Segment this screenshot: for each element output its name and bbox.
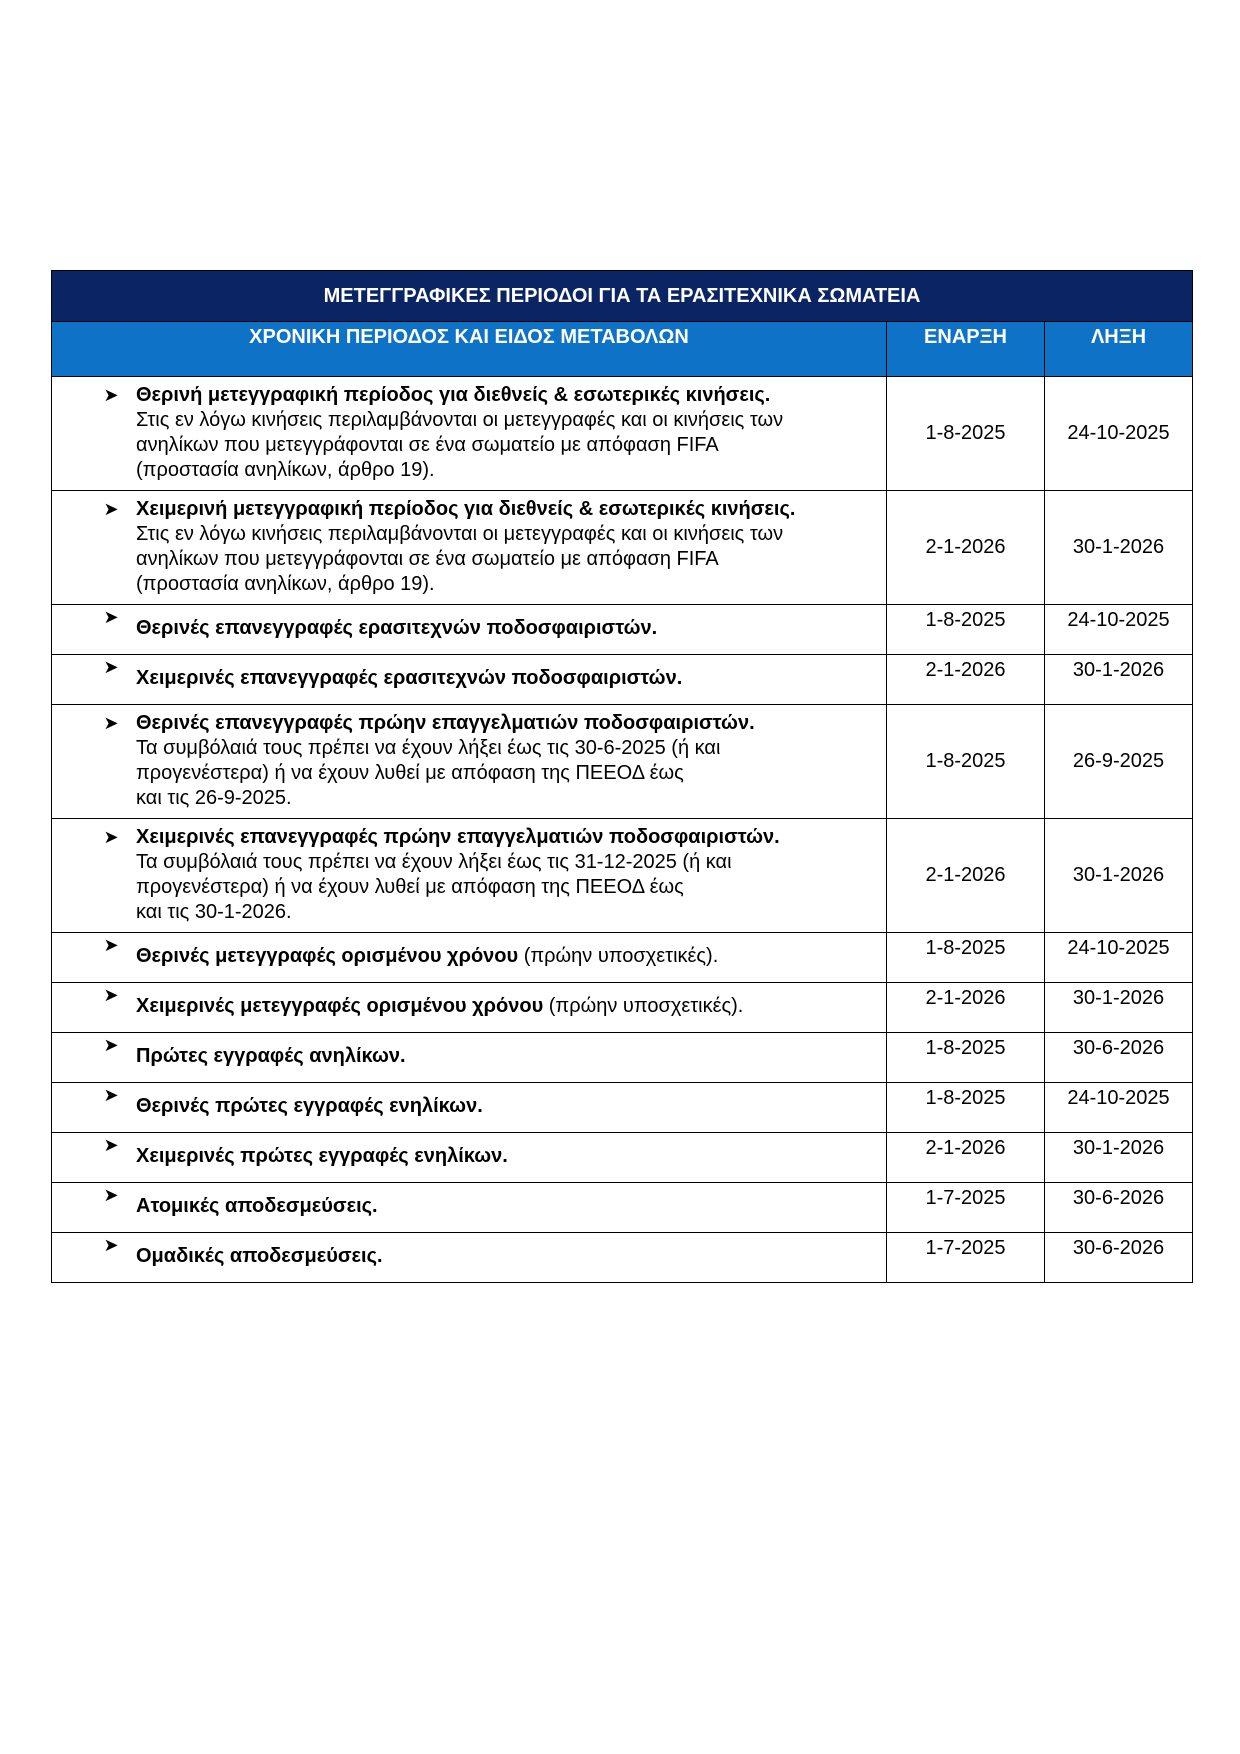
start-date: 1-7-2025 bbox=[887, 1233, 1045, 1283]
description-text: Στις εν λόγω κινήσεις περιλαμβάνονται οι μετεγγραφές και οι κινήσεις των bbox=[136, 409, 784, 431]
row-description-content bbox=[52, 1183, 886, 1219]
start-date: 1-8-2025 bbox=[887, 605, 1045, 655]
row-description-content bbox=[52, 497, 886, 597]
end-date: 24-10-2025 bbox=[1045, 377, 1193, 491]
transfer-periods-table bbox=[51, 270, 1193, 1283]
row-description bbox=[52, 933, 887, 983]
description-line bbox=[136, 825, 878, 850]
description-text: Στις εν λόγω κινήσεις περιλαμβάνονται οι μετεγγραφές και οι κινήσεις των bbox=[136, 523, 784, 545]
row-description bbox=[52, 1083, 887, 1133]
description-line bbox=[136, 736, 878, 761]
description-line bbox=[136, 900, 878, 925]
row-description bbox=[52, 1183, 887, 1233]
description-line bbox=[136, 1044, 878, 1069]
arrow-bullet-icon: ➤ bbox=[103, 499, 119, 519]
end-date: 30-6-2026 bbox=[1045, 1233, 1193, 1283]
description-bold-text: Ομαδικές αποδεσμεύσεις. bbox=[136, 1245, 383, 1267]
table-row bbox=[52, 1233, 1193, 1283]
description-line bbox=[136, 711, 878, 736]
start-date: 1-8-2025 bbox=[887, 1083, 1045, 1133]
description-line bbox=[136, 666, 878, 691]
row-description-content bbox=[52, 605, 886, 641]
description-line bbox=[136, 994, 878, 1019]
header-description: ΧΡΟΝΙΚΗ ΠΕΡΙΟΔΟΣ ΚΑΙ ΕΙΔΟΣ ΜΕΤΑΒΟΛΩΝ bbox=[52, 322, 887, 377]
end-date: 24-10-2025 bbox=[1045, 933, 1193, 983]
row-description bbox=[52, 377, 887, 491]
end-date: 30-1-2026 bbox=[1045, 655, 1193, 705]
description-text: προγενέστερα) ή να έχουν λυθεί με απόφαση της ΠΕΕΟΔ έως bbox=[136, 762, 684, 784]
row-description bbox=[52, 705, 887, 819]
description-bold-text: Θερινή μετεγγραφική περίοδος για διεθνείς & εσωτερικές κινήσεις. bbox=[136, 384, 771, 406]
description-text: ανηλίκων που μετεγγράφονται σε ένα σωματείο με απόφαση FIFA bbox=[136, 548, 719, 570]
description-text: (προστασία ανηλίκων, άρθρο 19). bbox=[136, 573, 435, 595]
start-date: 2-1-2026 bbox=[887, 819, 1045, 933]
start-date: 1-8-2025 bbox=[887, 933, 1045, 983]
row-description bbox=[52, 1033, 887, 1083]
description-line bbox=[136, 1194, 878, 1219]
end-date: 30-1-2026 bbox=[1045, 491, 1193, 605]
row-description bbox=[52, 1133, 887, 1183]
end-date: 30-1-2026 bbox=[1045, 1133, 1193, 1183]
description-text: προγενέστερα) ή να έχουν λυθεί με απόφαση της ΠΕΕΟΔ έως bbox=[136, 876, 684, 898]
row-description-content bbox=[52, 1083, 886, 1119]
end-date: 30-6-2026 bbox=[1045, 1183, 1193, 1233]
table-row bbox=[52, 377, 1193, 491]
row-description-content bbox=[52, 1033, 886, 1069]
table-row bbox=[52, 1083, 1193, 1133]
arrow-bullet-icon: ➤ bbox=[103, 1035, 119, 1055]
description-text: και τις 26-9-2025. bbox=[136, 787, 292, 809]
arrow-bullet-icon: ➤ bbox=[103, 827, 119, 847]
table-row bbox=[52, 1183, 1193, 1233]
end-date: 30-1-2026 bbox=[1045, 819, 1193, 933]
description-text: Τα συμβόλαιά τους πρέπει να έχουν λήξει έως τις 31-12-2025 (ή και bbox=[136, 851, 732, 873]
arrow-bullet-icon: ➤ bbox=[103, 985, 119, 1005]
description-line bbox=[136, 497, 878, 522]
description-line bbox=[136, 1144, 878, 1169]
table-row bbox=[52, 1133, 1193, 1183]
description-bold-text: Θερινές πρώτες εγγραφές ενηλίκων. bbox=[136, 1095, 483, 1117]
arrow-bullet-icon: ➤ bbox=[103, 1235, 119, 1255]
row-description-content bbox=[52, 1133, 886, 1169]
description-text: ανηλίκων που μετεγγράφονται σε ένα σωματείο με απόφαση FIFA bbox=[136, 434, 719, 456]
start-date: 2-1-2026 bbox=[887, 1133, 1045, 1183]
end-date: 24-10-2025 bbox=[1045, 1083, 1193, 1133]
description-line bbox=[136, 408, 878, 433]
start-date: 1-8-2025 bbox=[887, 705, 1045, 819]
description-bold-text: Χειμερινές επανεγγραφές ερασιτεχνών ποδοσφαιριστών. bbox=[136, 667, 683, 689]
description-bold-text: Θερινές μετεγγραφές ορισμένου χρόνου bbox=[136, 945, 519, 967]
description-text: και τις 30-1-2026. bbox=[136, 901, 292, 923]
description-bold-text: Χειμερινή μετεγγραφική περίοδος για διεθνείς & εσωτερικές κινήσεις. bbox=[136, 498, 796, 520]
start-date: 2-1-2026 bbox=[887, 983, 1045, 1033]
row-description-content bbox=[52, 655, 886, 691]
row-description-content bbox=[52, 383, 886, 483]
description-line bbox=[136, 761, 878, 786]
description-bold-text: Χειμερινές επανεγγραφές πρώην επαγγελματιών ποδοσφαιριστών. bbox=[136, 826, 780, 848]
table-title: ΜΕΤΕΓΓΡΑΦΙΚΕΣ ΠΕΡΙΟΔΟΙ ΓΙΑ ΤΑ ΕΡΑΣΙΤΕΧΝΙΚΑ ΣΩΜΑΤΕΙΑ bbox=[52, 271, 1193, 322]
description-bold-text: Πρώτες εγγραφές ανηλίκων. bbox=[136, 1045, 406, 1067]
row-description-content bbox=[52, 825, 886, 925]
arrow-bullet-icon: ➤ bbox=[103, 1135, 119, 1155]
description-line bbox=[136, 572, 878, 597]
arrow-bullet-icon: ➤ bbox=[103, 1185, 119, 1205]
description-line bbox=[136, 1244, 878, 1269]
arrow-bullet-icon: ➤ bbox=[103, 1085, 119, 1105]
row-description bbox=[52, 491, 887, 605]
table-title-row bbox=[52, 271, 1193, 322]
table-row bbox=[52, 705, 1193, 819]
description-text: (προστασία ανηλίκων, άρθρο 19). bbox=[136, 459, 435, 481]
description-line bbox=[136, 433, 878, 458]
row-description bbox=[52, 983, 887, 1033]
table-body bbox=[52, 377, 1193, 1283]
table-row bbox=[52, 983, 1193, 1033]
row-description bbox=[52, 1233, 887, 1283]
start-date: 2-1-2026 bbox=[887, 491, 1045, 605]
arrow-bullet-icon: ➤ bbox=[103, 385, 119, 405]
header-end: ΛΗΞΗ bbox=[1045, 322, 1193, 377]
description-line bbox=[136, 458, 878, 483]
description-bold-text: Ατομικές αποδεσμεύσεις. bbox=[136, 1195, 378, 1217]
end-date: 30-1-2026 bbox=[1045, 983, 1193, 1033]
description-line bbox=[136, 522, 878, 547]
end-date: 24-10-2025 bbox=[1045, 605, 1193, 655]
description-line bbox=[136, 944, 878, 969]
description-bold-text: Θερινές επανεγγραφές πρώην επαγγελματιών ποδοσφαιριστών. bbox=[136, 712, 755, 734]
row-description bbox=[52, 819, 887, 933]
start-date: 2-1-2026 bbox=[887, 655, 1045, 705]
description-text: (πρώην υποσχετικές). bbox=[518, 945, 719, 967]
description-line bbox=[136, 616, 878, 641]
description-line bbox=[136, 547, 878, 572]
description-line bbox=[136, 875, 878, 900]
description-bold-text: Χειμερινές μετεγγραφές ορισμένου χρόνου bbox=[136, 995, 544, 1017]
table-row bbox=[52, 933, 1193, 983]
description-line bbox=[136, 1094, 878, 1119]
description-line bbox=[136, 786, 878, 811]
row-description bbox=[52, 655, 887, 705]
row-description-content bbox=[52, 1233, 886, 1269]
row-description-content bbox=[52, 933, 886, 969]
description-text: Τα συμβόλαιά τους πρέπει να έχουν λήξει έως τις 30-6-2025 (ή και bbox=[136, 737, 721, 759]
description-bold-text: Θερινές επανεγγραφές ερασιτεχνών ποδοσφαιριστών. bbox=[136, 617, 658, 639]
row-description bbox=[52, 605, 887, 655]
end-date: 30-6-2026 bbox=[1045, 1033, 1193, 1083]
table-row bbox=[52, 655, 1193, 705]
table-row bbox=[52, 1033, 1193, 1083]
row-description-content bbox=[52, 983, 886, 1019]
arrow-bullet-icon: ➤ bbox=[103, 657, 119, 677]
arrow-bullet-icon: ➤ bbox=[103, 713, 119, 733]
table-row bbox=[52, 605, 1193, 655]
start-date: 1-8-2025 bbox=[887, 377, 1045, 491]
table-row bbox=[52, 819, 1193, 933]
start-date: 1-7-2025 bbox=[887, 1183, 1045, 1233]
row-description-content bbox=[52, 711, 886, 811]
description-text: (πρώην υποσχετικές). bbox=[543, 995, 744, 1017]
description-line bbox=[136, 850, 878, 875]
description-line bbox=[136, 383, 878, 408]
table-header-row bbox=[52, 322, 1193, 377]
table-row bbox=[52, 491, 1193, 605]
arrow-bullet-icon: ➤ bbox=[103, 935, 119, 955]
start-date: 1-8-2025 bbox=[887, 1033, 1045, 1083]
description-bold-text: Χειμερινές πρώτες εγγραφές ενηλίκων. bbox=[136, 1145, 508, 1167]
arrow-bullet-icon: ➤ bbox=[103, 607, 119, 627]
header-start: ΕΝΑΡΞΗ bbox=[887, 322, 1045, 377]
end-date: 26-9-2025 bbox=[1045, 705, 1193, 819]
